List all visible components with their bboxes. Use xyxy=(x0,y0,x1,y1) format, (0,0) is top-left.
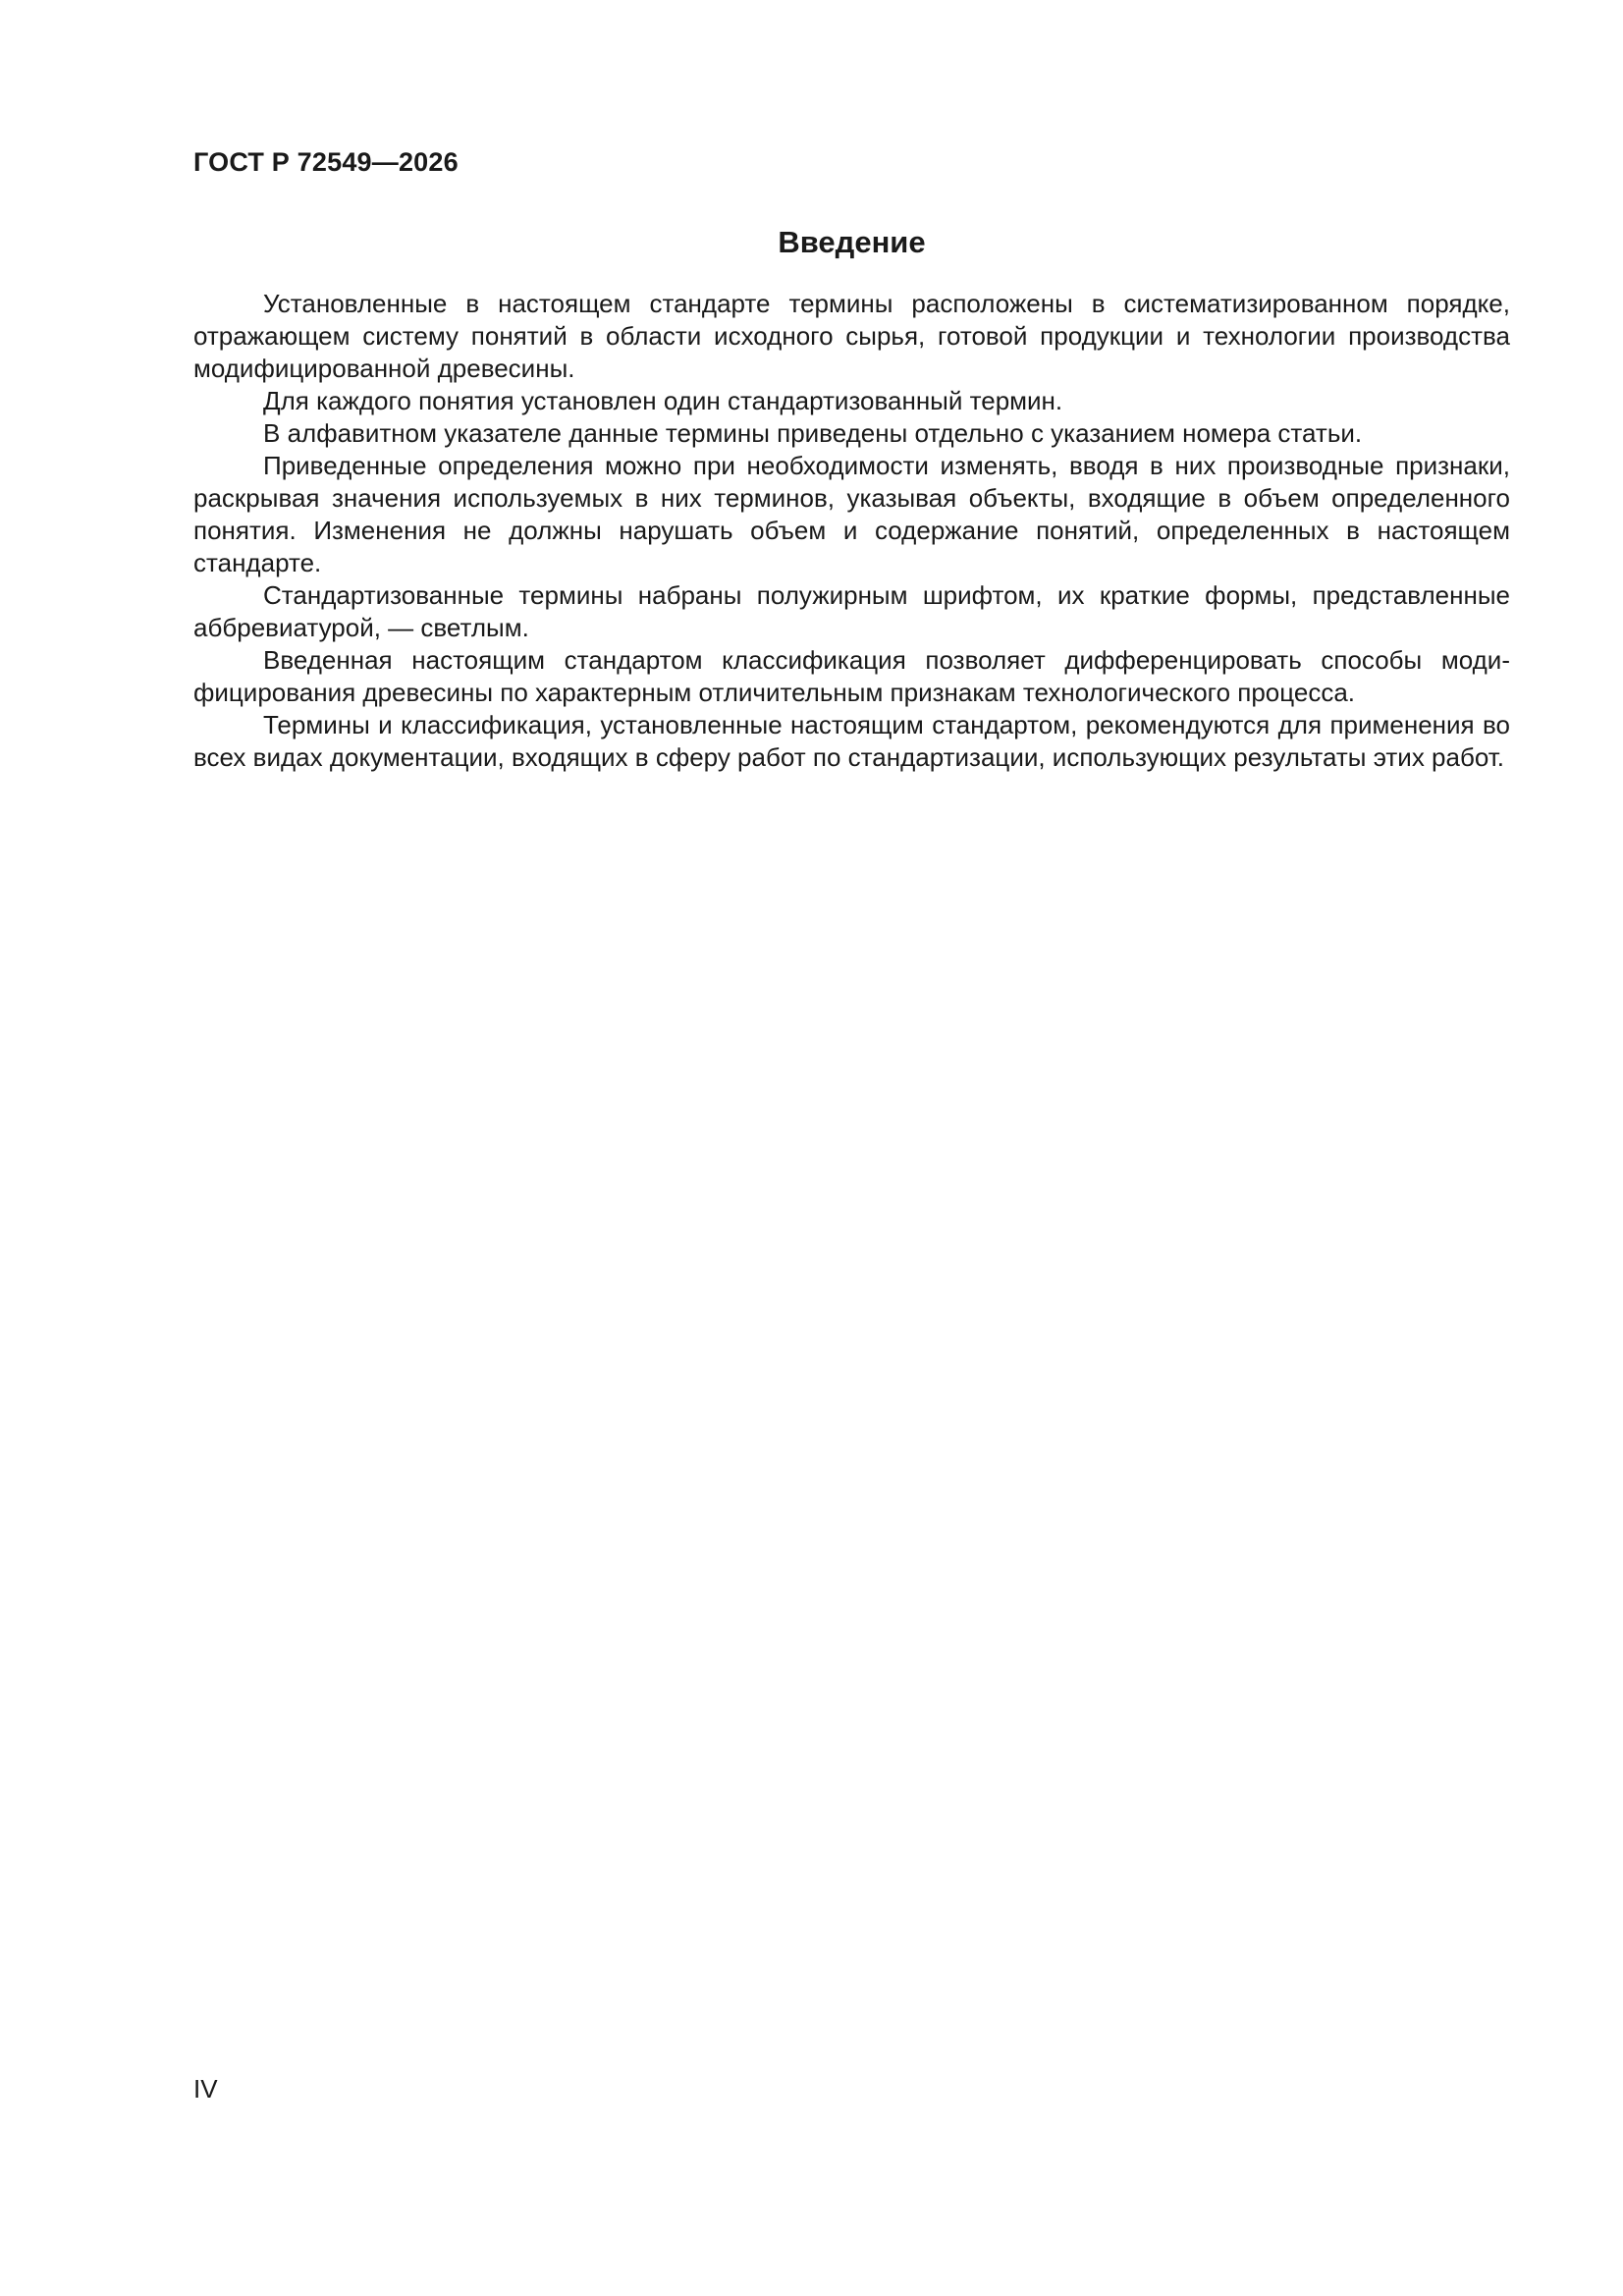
paragraph: Термины и классификация, установленные настоящим стандартом, рекомендуются для применения во всех видах документации, входящих в сферу работ по стандартизации, использующих результаты этих работ. xyxy=(193,710,1510,772)
section-title: Введение xyxy=(778,225,926,259)
paragraph: Установленные в настоящем стандарте термины расположены в систематизированном порядке, отражающем систему понятий в области исходного сырья, готовой продукции и технологии производства модифицированной древесины. xyxy=(193,289,1510,383)
paragraph: Приведенные определения можно при необходимости изменять, вводя в них производные признаки, раскрывая значения используемых в них терминов, указывая объекты, входящие в объем определенного понятия. Изменения не должны нарушать объем и содержание понятий, определенных в настоящем стандарте. xyxy=(193,451,1510,577)
paragraph: Для каждого понятия установлен один стандартизованный термин. xyxy=(263,386,1063,415)
paragraph: Введенная настоящим стандартом классификация позволяет дифференцировать способы модифицирования древесины по характерным отличительным признакам технологического процесса. xyxy=(193,645,1510,707)
page-number: IV xyxy=(193,2074,218,2104)
paragraph: Стандартизованные термины набраны полужирным шрифтом, их краткие формы, представленные аббревиатурой, — светлым. xyxy=(193,580,1510,642)
paragraph: В алфавитном указателе данные термины приведены отдельно с указанием номера статьи. xyxy=(263,418,1363,448)
document-id: ГОСТ Р 72549—2026 xyxy=(193,147,459,177)
body-text xyxy=(193,288,1510,774)
